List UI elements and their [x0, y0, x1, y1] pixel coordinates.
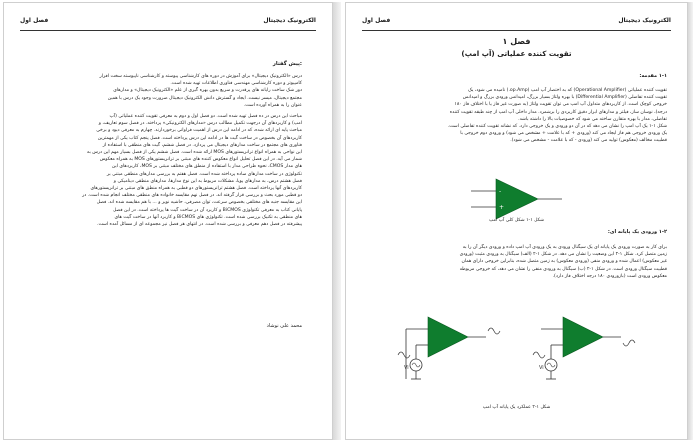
text-line: تقویت کننده عملیاتی (Operational Amplifier) که به اختصار آپ امپ (op.Amp.) نامیده می شود، یک [468, 88, 667, 93]
author-signature: محمد علی نوشاد [266, 323, 302, 329]
text-line: های مدار CMOS، نحوه طراحی مدار با استفاده از منطق های مختلف مبتنی بر MOS، کاربردهای این [111, 164, 302, 170]
output-wave-icon [623, 340, 635, 346]
op-amp-triangle [496, 179, 538, 219]
text-line: مباحث این درس در ده فصل تهیه شده است. دو فصل اول و دوم به معرفی تقویت کننده عملیاتی (آپ [109, 114, 302, 120]
source-label: Vi [539, 365, 544, 371]
preface-paragraph [34, 73, 302, 109]
text-line: یک ورودی خروجی هم فاز ایجاد می کند (ورودی + که با علامت + مشخص می شود) و ورودی دوم خروجی با [460, 131, 667, 137]
text-line: قطبیت مخالف (معکوس) تولید می کند (ورودی - که با علامت - مشخص می شود). [510, 138, 667, 144]
sine-wave-icon [547, 363, 555, 367]
text-line: تقویت کننده تفاضلی (Differential Amplifier) با بهره ولتاژ بسیار بزرگ، امپدانس ورودی بزرگ و امپدانس [462, 95, 667, 101]
text-line: کامپیوتر و دوره کارشناسی مهندسی فناوری اطلاعات تهیه شده است. [170, 81, 302, 87]
section-2-heading: ۱-۲ ورودی یک پایانه ای: [607, 229, 667, 235]
left-page [3, 2, 333, 440]
source-label: Vi [404, 365, 409, 371]
right-page-header [362, 17, 671, 31]
left-page-header [20, 17, 316, 31]
figure-2-caption: شکل ۱-۲ عملکرد یک پایانه آپ امپ [482, 405, 551, 410]
input-wave-icon [398, 352, 410, 358]
text-line: این نواحی به همراه انواع ترانزیستورهای MOS ارائه شده است. فصل ششم یکی از فصل بسیار مهم این درس به [87, 150, 302, 156]
text-line: معکوس ورودی است (بازورودی ۱۸۰ درجه اختلاف فاز دارد). [552, 273, 667, 279]
text-line: غیر معکوس) اعمال شده و ورودی منفی (ورودی معکوس) به زمین متصل شده، بنابراین خروجی دارای همان [461, 259, 667, 265]
page-gutter-left [333, 2, 341, 440]
text-line: قطبیت سیگنال ورودی است. در شکل ۱-۲ (ب) سیگنال به ورودی منفی را نشان می دهد، که خروجی مربوطه [459, 266, 667, 272]
op-amp-triangle [428, 317, 468, 357]
intro-body [366, 87, 667, 145]
text-line: مجتمع دیجیتال، میسر نیست. ایجاد و گسترش دانش الکترونیک دیجیتال ضرورت وجود یک درس با همین [107, 95, 302, 101]
text-line: درس «الکترونیک دیجیتال» برای آموزش در دوره های کارشناسی پیوسته و کارشناسی ناپیوسته سخت افزار [99, 74, 302, 79]
text-line: شکل ۱-۱ یک آپ امپ را نشان می دهد که در آن دو ورودی و یک خروجی دارد. که نشانه تقویت کننده تفاضلی است. [447, 124, 667, 130]
text-line: برای کار به صورت ورودی یک پایانه ای یک سیگنال ورودی به یک ورودی آپ امپ داده و ورودی دیگر آن را به [462, 245, 667, 250]
chapter-title: تقویت کننده عملیاتی (آپ امپ) [461, 49, 572, 58]
figure-1-op-amp [466, 175, 566, 223]
text-line: پیشرفته در فصل دهم معرفی و بررسی شده است. در انتهای هر فصل نیز مجموعه ای از مسائل آمده است. [97, 222, 302, 228]
input-wave-icon [533, 352, 545, 358]
output-wave-icon [488, 328, 500, 334]
text-line: کاربردهای آنها پرداخته است. فصل هشتم ترانزیستورهای دو قطبی به همراه منطق های مبتنی بر ترانزیستورهای [90, 186, 302, 192]
text-line: دور شک ساخت رایانه های پرقدرت و سریع بدون بهره گیری از علم «الکترونیک دیجیتال» و مدارهای [113, 88, 302, 94]
page-gutter-right [688, 2, 693, 440]
text-line: مباحث پایه ای ارائه شده، که در ادامه این درس از اهمیت فراوانی برخوردارند. چهارم به معرفی دیود و برخی [96, 128, 302, 134]
figure-2b-circuit [531, 307, 641, 387]
text-line: خروجی کوچک است. از کاربردهای متداول آپ امپ می توان تقویت ولتاژ (به صورت غیر فاز یا با اختلاف فاز ۱۸۰ [454, 102, 667, 108]
text-line: کاربردهای آن بخصوص در ساخت گیت ها در ادامه این درس پرداخته است. فصل پنجم کتاب یکی از مهمترین [97, 135, 302, 141]
header-chapter: فصل اول [20, 17, 49, 24]
preface-paragraph [34, 113, 302, 228]
text-line: پایانی کتاب به معرفی تکنولوژی BiCMOS و کاربرد آن در ساخت گیت ها پرداخته است. در این فصل [112, 207, 302, 213]
text-line: فناوری های مجتمع در ساخت مدارهای دیجیتال می پردازد. در فصل ششم، گیت های منطقی با استفاده از [102, 142, 302, 148]
preface-body [34, 73, 302, 232]
text-line: این مقایسه جنبه های مختلفی بخصوص سرعت، توان مصرفی، حاشیه نویز و ... با هم مقایسه شده اند. فصل [96, 200, 302, 206]
header-book-title: الکترونیک دیجیتال [618, 17, 671, 24]
right-page [345, 2, 688, 440]
section-2-body [366, 244, 667, 280]
text-line: شمار می آید. در این فصل تحلیل انواع معکوس کننده های مبتنی بر ترانزیستورهای MOS به همراه معکوس [99, 157, 302, 163]
plus-terminal-label: + [499, 204, 505, 211]
header-chapter: فصل اول [362, 17, 391, 24]
figure-1-caption: شکل ۱-۱ شکل کلی آپ امپ [488, 218, 545, 223]
sine-wave-icon [412, 363, 420, 367]
minus-terminal-label: - [499, 188, 502, 195]
text-line: زمین متصل کرد. شکل ۱-۲ این وضعیت را نشان می دهد. در شکل ۱-۲ (الف) سیگنال به ورودی مثبت (ورودی [459, 252, 667, 258]
text-line: های منطقی به تکنیک بررسی شده است. تکنولوژی های BiCMOS و کاربرد آنها در ساخت گیت های [114, 214, 302, 220]
text-line: درجه)، نوسان ساز، فیلتر و مدارهای ابزار دقیق کاربردی را برشمرد. مدار داخلی آپ امپ از چند طبقه تقویت کننده [449, 109, 667, 115]
text-line: امپ) و کاربردهای آن درجهت تکمیل مطالب درس «مدارهای الکترونیکی» پرداخته. در فصل سوم تعاریف، و [98, 121, 302, 127]
header-book-title: الکترونیک دیجیتال [263, 17, 316, 24]
intro-heading: ۱-۱ مقدمه: [639, 73, 667, 79]
chapter-label: فصل ۱ [502, 37, 531, 46]
preface-heading: پیش گفتار: [272, 61, 302, 67]
text-line: دو قطبی مورد بحث و بررسی قرار گرفته اند. در فصل نهم مقایسه خانواده های منطقی مختلف انجام شده است. در [82, 193, 302, 199]
text-line: عنوان را به همراه آورده است. [243, 102, 302, 108]
text-line: تفاضلی، مدار با بهره متقارن ساخته می شود که خصوصیات بالا را داشته باشد. [518, 116, 667, 122]
text-line: تکنولوژی در ساخت مدارهای ساده پرداخته شده است. فصل هفتم به بررسی مدارهای منطقی مبتنی بر [106, 171, 302, 177]
figure-2a-circuit [396, 307, 506, 387]
text-line: فصل هشتم درس، به مدارهای پویا، مشکلات مربوط به این نوع مدارها، مدارهای منطقی دینامیکی و [113, 178, 302, 184]
op-amp-triangle [563, 317, 603, 357]
